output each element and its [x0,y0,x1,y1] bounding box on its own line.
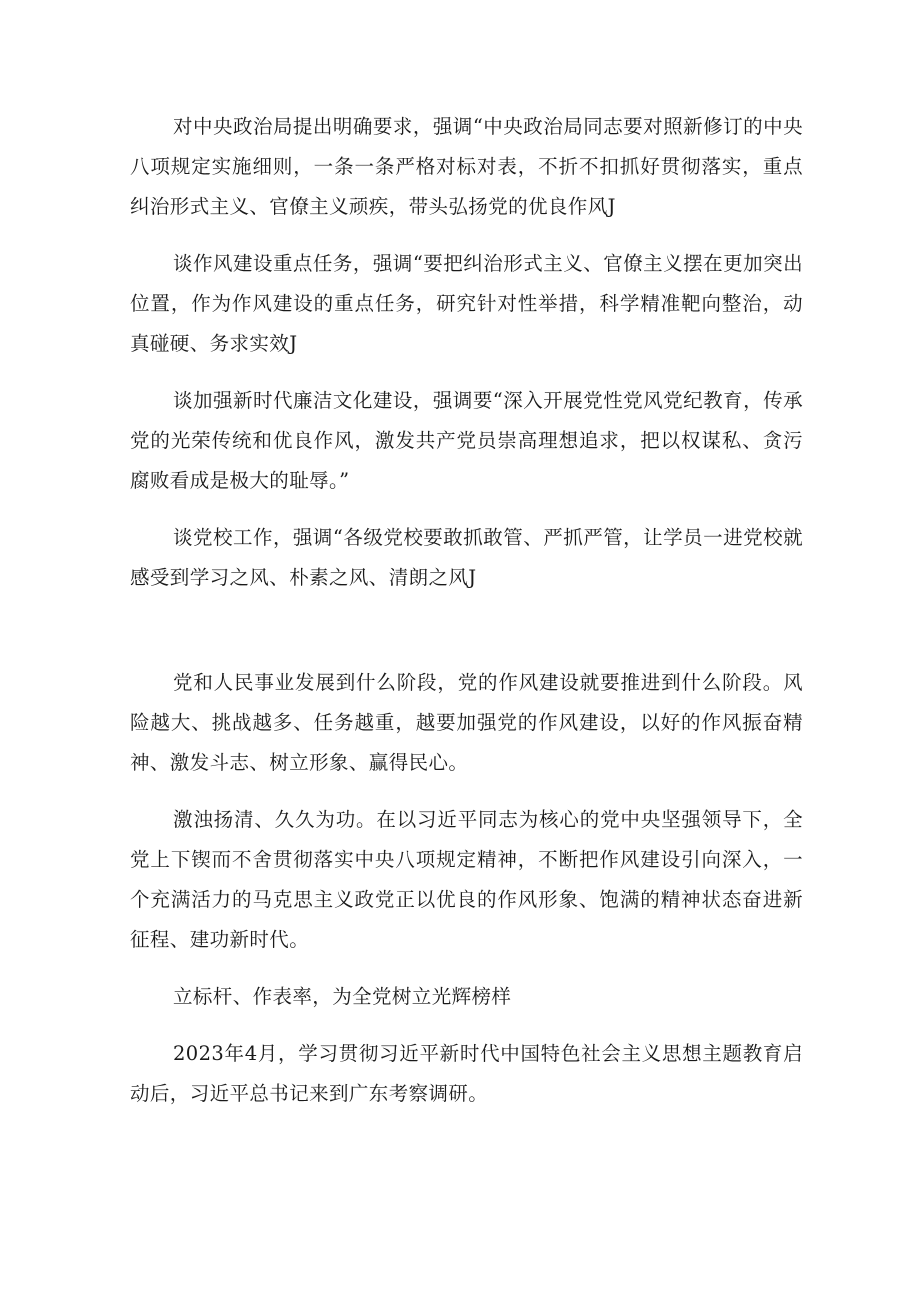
paragraph-party-school: 谈党校工作，强调“各级党校要敢抓敢管、严抓严管，让学员一进党校就感受到学习之风、朴素之风、清朗之风J [130,526,803,589]
paragraph-integrity-culture: 谈加强新时代廉洁文化建设，强调要“深入开展党性党风党纪教育，传承党的光荣传统和优良作风，激发共产党员崇高理想追求，把以权谋私、贪污腐败看成是极大的耻辱。” [130,389,803,492]
paragraph-politburo-requirements: 对中央政治局提出明确要求，强调“中央政治局同志要对照新修订的中央八项规定实施细则，一条一条严格对标对表，不折不扣抓好贯彻落实，重点纠治形式主义、官僚主义顽疾，带头弘扬党的优良作风J [130,115,803,218]
paragraph-work-style-stages: 党和人民事业发展到什么阶段，党的作风建设就要推进到什么阶段。风险越大、挑战越多、任务越重，越要加强党的作风建设，以好的作风振奋精神、激发斗志、树立形象、赢得民心。 [130,671,803,774]
section-heading-role-model: 立标杆、作表率，为全党树立光辉榜样 [173,985,512,1008]
paragraph-key-tasks: 谈作风建设重点任务，强调“要把纠治形式主义、官僚主义摆在更加突出位置，作为作风建设的重点任务，研究针对性举措，科学精准靶向整治，动真碰硬、务求实效J [130,252,803,355]
paragraph-guangdong-inspection: 2023年4月，学习贯彻习近平新时代中国特色社会主义思想主题教育启动后，习近平总书记来到广东考察调研。 [130,1042,803,1105]
paragraph-persistent-effort: 激浊扬清、久久为功。在以习近平同志为核心的党中央坚强领导下，全党上下锲而不舍贯彻落实中央八项规定精神，不断把作风建设引向深入，一个充满活力的马克思主义政党正以优良的作风形象、饱满的精神状态奋进新征程、建功新时代。 [130,808,803,951]
